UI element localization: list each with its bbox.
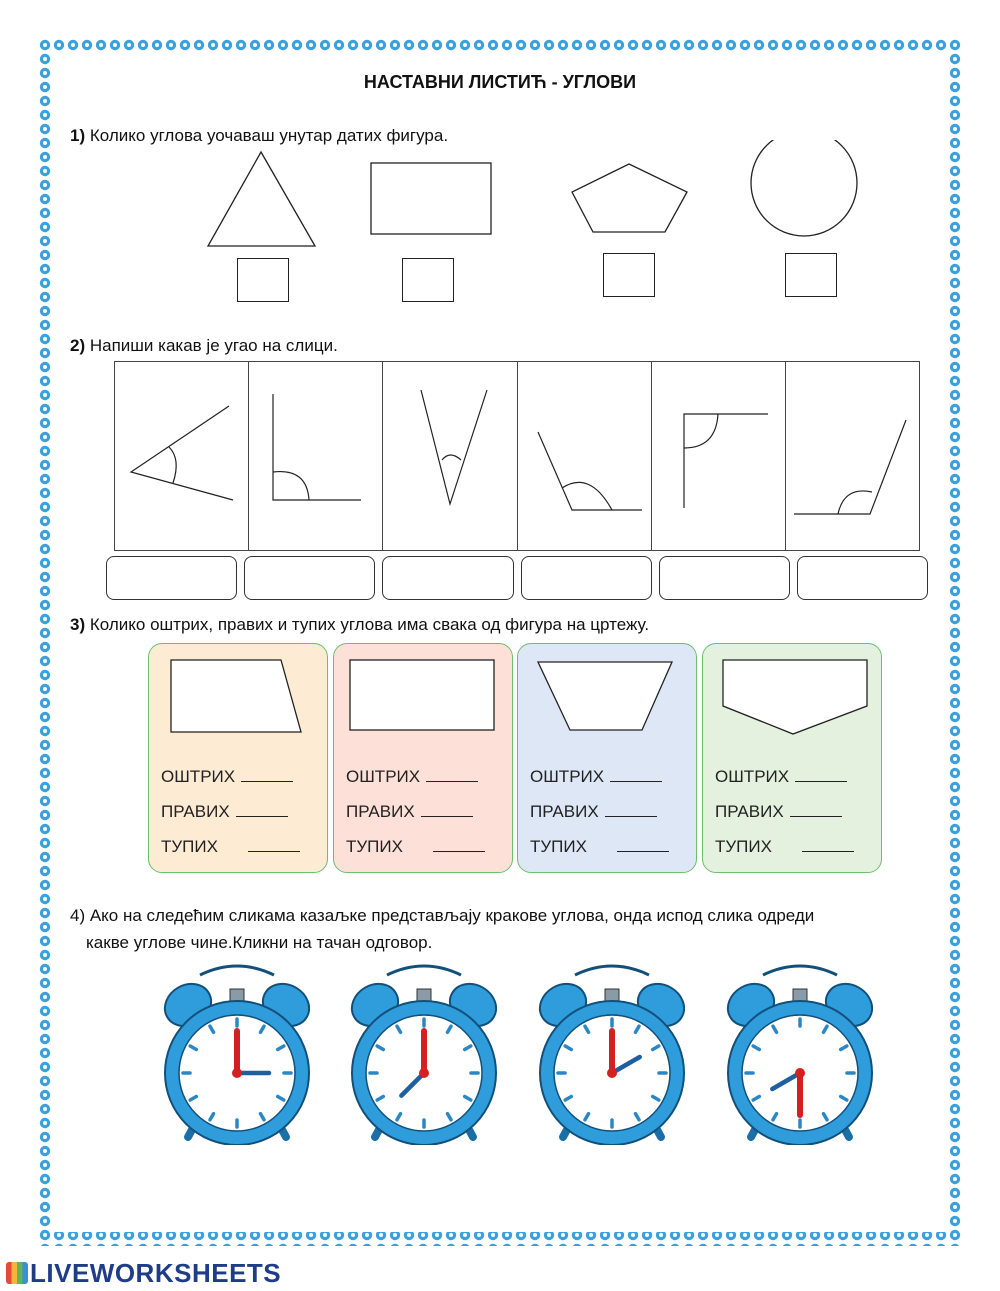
trapezoid-inverted-shape xyxy=(518,644,696,744)
acute-right-angle-icon xyxy=(786,362,920,550)
question-2-text: Напиши какав је угао на слици. xyxy=(89,336,338,355)
angle-answer-input-6[interactable] xyxy=(797,556,928,600)
angle-answer-row xyxy=(106,556,928,600)
obtuse-count-row xyxy=(715,837,854,857)
angle-answer-input-3[interactable] xyxy=(382,556,513,600)
shape-card-4 xyxy=(702,643,882,873)
acute-label: ОШТРИХ xyxy=(530,767,605,786)
angle-cell-obtuse xyxy=(518,362,652,550)
pentagon-shape xyxy=(572,164,687,232)
question-3 xyxy=(70,615,649,635)
obtuse-label: ТУПИХ xyxy=(346,837,403,856)
acute-label: ОШТРИХ xyxy=(346,767,421,786)
question-4-line-2: какве углове чине.Кликни на тачан одговор. xyxy=(86,933,433,952)
question-4-line-1: 4) Ако на следећим сликама казаљке представљају кракове углова, онда испод слика одреди xyxy=(70,906,815,925)
obtuse-count-row xyxy=(346,837,485,857)
liveworksheets-icon xyxy=(6,1262,28,1284)
angle-cell-acute-right xyxy=(786,362,919,550)
angle-cell-acute-left xyxy=(115,362,249,550)
acute-count-row xyxy=(530,767,662,787)
acute-up-angle-icon xyxy=(383,362,517,550)
obtuse-count-row xyxy=(530,837,669,857)
question-3-number: 3) xyxy=(70,615,86,634)
question-2 xyxy=(70,336,338,356)
obtuse-label: ТУПИХ xyxy=(715,837,772,856)
circle-shape xyxy=(751,140,857,236)
question-3-text: Колико оштрих, правих и тупих углова има свака од фигура на цртежу. xyxy=(89,615,650,634)
right-answer-line[interactable] xyxy=(605,816,657,817)
angle-answer-input-5[interactable] xyxy=(659,556,790,600)
acute-label: ОШТРИХ xyxy=(161,767,236,786)
shapes-row xyxy=(0,140,1000,310)
obtuse-label: ТУПИХ xyxy=(530,837,587,856)
rectangle-shape xyxy=(371,163,491,234)
obtuse-answer-line[interactable] xyxy=(802,851,854,852)
right-count-row xyxy=(715,802,842,822)
obtuse-answer-line[interactable] xyxy=(617,851,669,852)
acute-count-row xyxy=(161,767,293,787)
angle-cell-right-top xyxy=(652,362,786,550)
triangle-answer-box[interactable] xyxy=(237,258,289,302)
logo-text: LIVEWORKSHEETS xyxy=(30,1258,282,1288)
angle-answer-input-4[interactable] xyxy=(521,556,652,600)
right-count-row xyxy=(161,802,288,822)
trapezoid-right-shape xyxy=(149,644,327,744)
pentagon-answer-box[interactable] xyxy=(603,253,655,297)
right-label: ПРАВИХ xyxy=(161,802,230,821)
alarm-clock-3 xyxy=(535,955,685,1145)
acute-answer-line[interactable] xyxy=(426,781,478,782)
triangle-shape xyxy=(208,152,315,246)
obtuse-answer-line[interactable] xyxy=(248,851,300,852)
shape-card-1 xyxy=(148,643,328,873)
angle-answer-input-1[interactable] xyxy=(106,556,237,600)
right-answer-line[interactable] xyxy=(236,816,288,817)
right-label: ПРАВИХ xyxy=(530,802,599,821)
right-top-angle-icon xyxy=(652,362,786,550)
right-answer-line[interactable] xyxy=(790,816,842,817)
acute-answer-line[interactable] xyxy=(795,781,847,782)
page-title: НАСТАВНИ ЛИСТИЋ - УГЛОВИ xyxy=(363,72,637,92)
circle-answer-box[interactable] xyxy=(785,253,837,297)
shape-card-3 xyxy=(517,643,697,873)
acute-answer-line[interactable] xyxy=(241,781,293,782)
pentagon-card-shape xyxy=(703,644,881,744)
angle-table xyxy=(114,361,920,551)
alarm-clock-2 xyxy=(347,955,497,1145)
obtuse-angle-icon xyxy=(518,362,652,550)
shape-card-2 xyxy=(333,643,513,873)
right-count-row xyxy=(530,802,657,822)
obtuse-count-row xyxy=(161,837,300,857)
right-label: ПРАВИХ xyxy=(715,802,784,821)
angle-cell-right xyxy=(249,362,383,550)
rectangle-answer-box[interactable] xyxy=(402,258,454,302)
angle-cell-acute-up xyxy=(383,362,517,550)
acute-angle-icon xyxy=(115,362,249,550)
acute-label: ОШТРИХ xyxy=(715,767,790,786)
question-1-number: 1) xyxy=(70,126,86,145)
right-count-row xyxy=(346,802,473,822)
acute-answer-line[interactable] xyxy=(610,781,662,782)
right-angle-icon xyxy=(249,362,383,550)
question-1-text: Колико углова уочаваш унутар датих фигура. xyxy=(89,126,449,145)
right-label: ПРАВИХ xyxy=(346,802,415,821)
acute-count-row xyxy=(715,767,847,787)
liveworksheets-logo xyxy=(6,1258,281,1289)
right-answer-line[interactable] xyxy=(421,816,473,817)
alarm-clock-1 xyxy=(160,955,310,1145)
obtuse-label: ТУПИХ xyxy=(161,837,218,856)
angle-answer-input-2[interactable] xyxy=(244,556,375,600)
alarm-clock-4 xyxy=(723,955,873,1145)
obtuse-answer-line[interactable] xyxy=(433,851,485,852)
question-2-number: 2) xyxy=(70,336,86,355)
acute-count-row xyxy=(346,767,478,787)
rectangle-card-shape xyxy=(334,644,512,744)
